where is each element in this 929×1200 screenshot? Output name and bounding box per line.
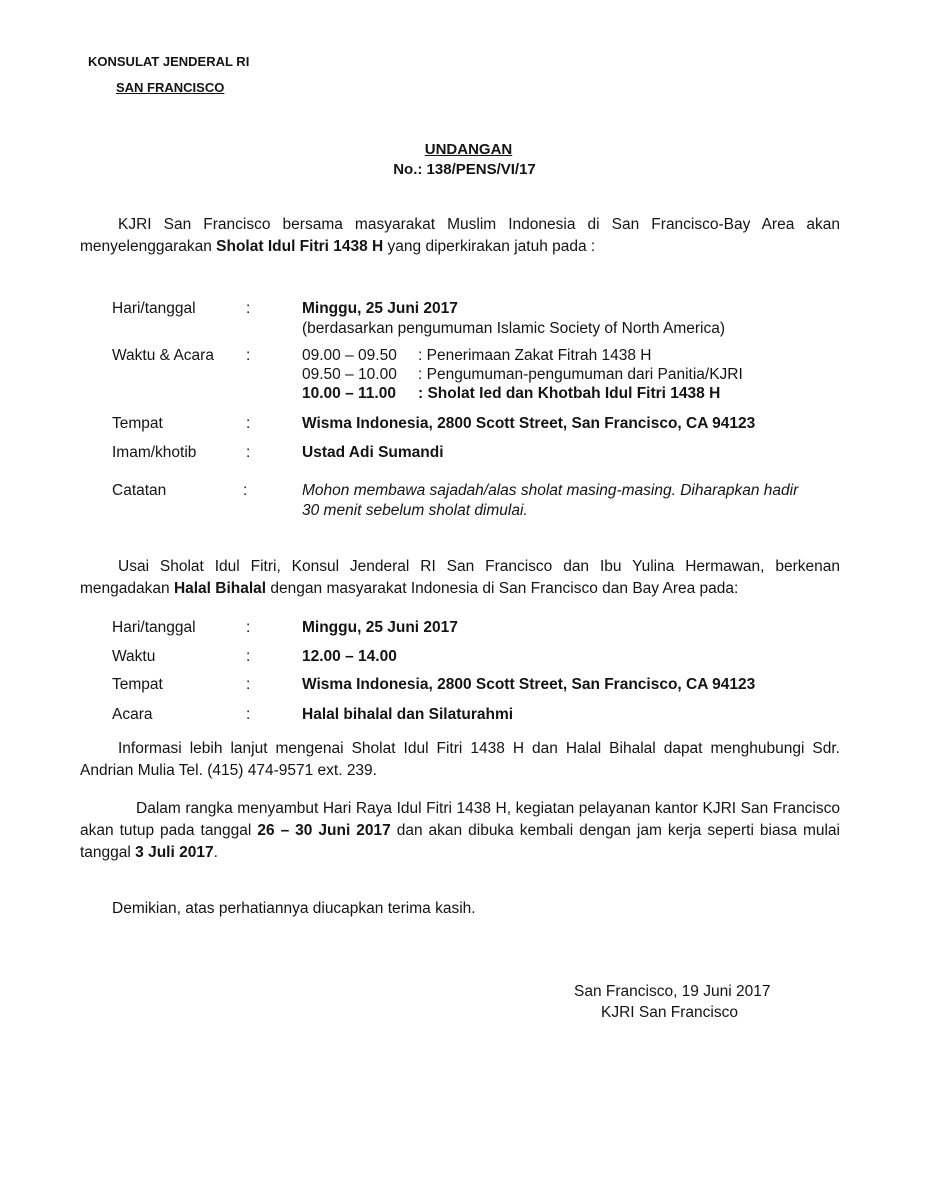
prayer-place-label: Tempat xyxy=(112,415,163,432)
schedule-time: 09.50 – 10.00 xyxy=(302,366,397,383)
prayer-date-value: Minggu, 25 Juni 2017 xyxy=(302,300,458,317)
colon: : xyxy=(246,415,251,432)
imam-label: Imam/khotib xyxy=(112,444,197,461)
halal-intro-paragraph: Usai Sholat Idul Fitri, Konsul Jenderal RI San Francisco dan Ibu Yulina Hermawan, berkenan mengadakan Halal Bihalal dengan masyarakat Indonesia di San Francisco dan Bay Area pada: xyxy=(80,558,840,597)
note-value-line2: 30 menit sebelum sholat dimulai. xyxy=(302,502,528,519)
colon: : xyxy=(246,444,251,461)
colon: : xyxy=(246,706,251,723)
document-title: UNDANGAN xyxy=(424,141,513,158)
closing-paragraph: Demikian, atas perhatiannya diucapkan terima kasih. xyxy=(112,900,476,917)
colon: : xyxy=(246,300,251,317)
halal-date-value: Minggu, 25 Juni 2017 xyxy=(302,619,458,636)
note-label: Catatan xyxy=(112,482,167,499)
halal-time-value: 12.00 – 14.00 xyxy=(302,648,397,665)
org-city: SAN FRANCISCO xyxy=(116,80,225,95)
info-paragraph: Informasi lebih lanjut mengenai Sholat Idul Fitri 1438 H dan Halal Bihalal dapat menghubungi Sdr. Andrian Mulia Tel. (415) 474-9571 ext. 239. xyxy=(80,740,840,779)
closure-paragraph: Dalam rangka menyambut Hari Raya Idul Fitri 1438 H, kegiatan pelayanan kantor KJRI San Francisco akan tutup pada tanggal 26 – 30 Juni 2017 dan akan dibuka kembali dengan jam kerja seperti biasa mulai tanggal 3 Juli 2017. xyxy=(80,800,840,861)
signature-place-date: San Francisco, 19 Juni 2017 xyxy=(574,983,771,1000)
prayer-date-note: (berdasarkan pengumuman Islamic Society of North America) xyxy=(302,320,725,337)
intro-paragraph: KJRI San Francisco bersama masyarakat Muslim Indonesia di San Francisco-Bay Area akan menyelenggarakan Sholat Idul Fitri 1438 H yang diperkirakan jatuh pada : xyxy=(80,216,840,255)
schedule-desc: : Sholat Ied dan Khotbah Idul Fitri 1438 H xyxy=(418,385,721,402)
colon: : xyxy=(246,648,251,665)
halal-place-label: Tempat xyxy=(112,676,163,693)
halal-time-label: Waktu xyxy=(112,648,156,665)
schedule-desc: : Pengumuman-pengumuman dari Panitia/KJRI xyxy=(418,366,743,383)
imam-value: Ustad Adi Sumandi xyxy=(302,444,444,461)
schedule-time: 09.00 – 09.50 xyxy=(302,347,397,364)
prayer-place-value: Wisma Indonesia, 2800 Scott Street, San Francisco, CA 94123 xyxy=(302,415,756,432)
prayer-time-label: Waktu & Acara xyxy=(112,347,214,364)
colon: : xyxy=(243,482,248,499)
colon: : xyxy=(246,347,251,364)
signature-org: KJRI San Francisco xyxy=(601,1004,738,1021)
schedule-desc: : Penerimaan Zakat Fitrah 1438 H xyxy=(418,347,652,364)
prayer-date-label: Hari/tanggal xyxy=(112,300,196,317)
document-number: No.: 138/PENS/VI/17 xyxy=(393,161,536,178)
halal-place-value: Wisma Indonesia, 2800 Scott Street, San Francisco, CA 94123 xyxy=(302,676,756,693)
colon: : xyxy=(246,676,251,693)
halal-event-label: Acara xyxy=(112,706,153,723)
halal-date-label: Hari/tanggal xyxy=(112,619,196,636)
halal-event-value: Halal bihalal dan Silaturahmi xyxy=(302,706,514,723)
note-value-line1: Mohon membawa sajadah/alas sholat masing-masing. Diharapkan hadir xyxy=(302,482,799,499)
org-name: KONSULAT JENDERAL RI xyxy=(88,54,250,69)
colon: : xyxy=(246,619,251,636)
schedule-time: 10.00 – 11.00 xyxy=(302,385,396,402)
